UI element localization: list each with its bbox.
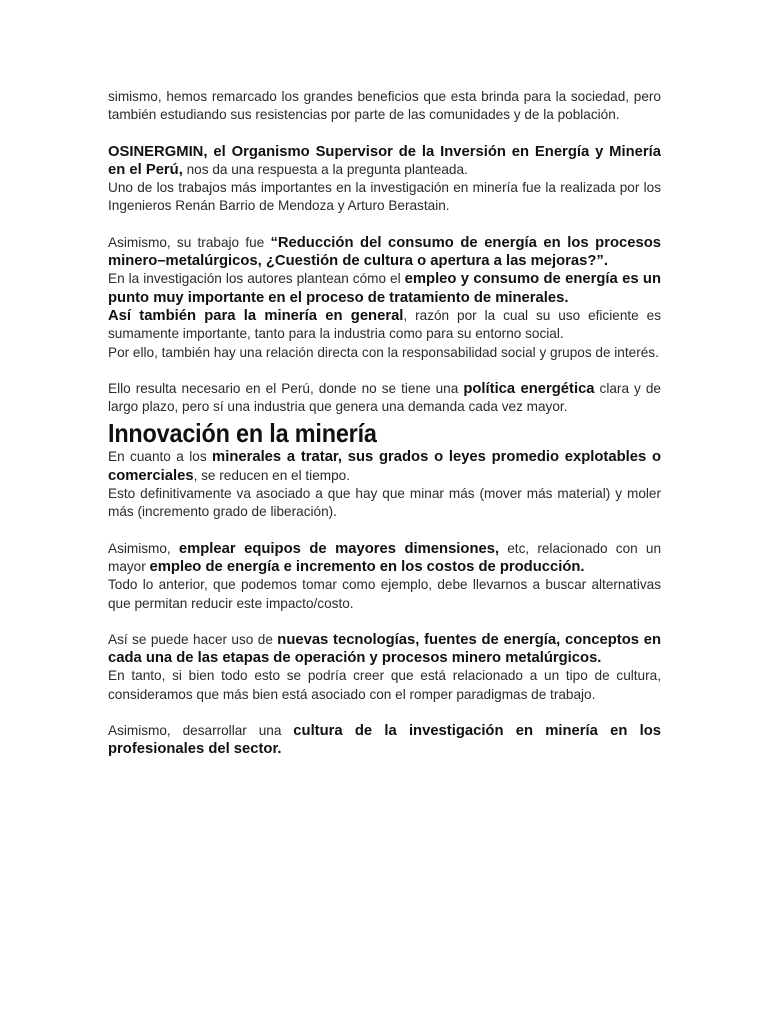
paragraph-equipos: Asimismo, emplear equipos de mayores dimensiones, etc, relacionado con un mayor empleo de energía e incremento en los costos de producción.	[108, 540, 662, 575]
osinergmin-bold-text: OSINERGMIN, el Organismo Supervisor de la Inversión en Energía y Minería en el Perú,	[108, 143, 661, 178]
minerales-bold-text: minerales a tratar, sus grados o leyes promedio explotables o comerciales	[108, 449, 661, 484]
paragraph-por-ello: Por ello, también hay una relación directa con la responsabilidad social y grupos de interés.	[108, 344, 659, 360]
paragraph-trabajo-titulo: Asimismo, su trabajo fue “Reducción del consumo de energía en los procesos minero–metalúrgicos, ¿Cuestión de cultura o apertura a las mejoras?”.	[108, 234, 661, 270]
costos-bold-text: empleo de energía e incremento en los costos de producción.	[149, 558, 585, 575]
paragraph-osinergmin: OSINERGMIN, el Organismo Supervisor de la Inversión en Energía y Minería en el Perú, nos da una respuesta a la pregunta planteada.	[108, 143, 661, 178]
trabajo-titulo-bold-text: “Reducción del consumo de energía en los procesos minero–metalúrgicos, ¿Cuestión de cultura o apertura a las mejoras?”.	[108, 234, 661, 270]
cultura-bold-text: cultura de la investigación en minería en los profesionales del sector.	[108, 723, 661, 758]
paragraph-cultura: Asimismo, desarrollar una cultura de la investigación en minería en los profesionales del sector.	[108, 723, 661, 758]
paragraph-en-cuanto: En cuanto a los minerales a tratar, sus grados o leyes promedio explotables o comerciales, se reducen en el tiempo.	[108, 449, 661, 484]
paragraph-mineria-general: Así también para la minería en general, razón por la cual su uso eficiente es sumamente importante, tanto para la industria como para su entorno social.	[108, 307, 661, 342]
document-page	[108, 88, 661, 759]
paragraph-investigacion: En la investigación los autores plantean cómo el empleo y consumo de energía es un punto muy importante en el proceso de tratamiento de minerales.	[108, 271, 661, 306]
paragraph-en-tanto: En tanto, si bien todo esto se podría creer que está relacionado a un tipo de cultura, consideramos que más bien está asociado con el romper paradigmas de trabajo.	[108, 668, 661, 702]
nuevas-tecnologias-bold-text: nuevas tecnologías, fuentes de energía, conceptos en cada una de las etapas de operación y procesos minero metalúrgicos.	[108, 631, 661, 667]
mineria-general-bold-text: Así también para la minería en general	[108, 307, 404, 324]
politica-energetica-bold-text: política energética	[463, 380, 595, 397]
paragraph-nuevas-tecnologias: Así se puede hacer uso de nuevas tecnologías, fuentes de energía, conceptos en cada una de las etapas de operación y procesos minero metalúrgicos.	[108, 631, 661, 667]
paragraph-todo-lo-anterior: Todo lo anterior, que podemos tomar como ejemplo, debe llevarnos a buscar alternativas que permitan reducir este impacto/costo.	[108, 577, 661, 611]
paragraph-definitivamente: Esto definitivamente va asociado a que hay que minar más (mover más material) y moler más (incremento grado de liberación).	[108, 486, 661, 520]
equipos-bold-text: emplear equipos de mayores dimensiones,	[178, 540, 500, 557]
heading-innovacion: Innovación en la minería	[108, 418, 377, 449]
paragraph-trabajos: Uno de los trabajos más importantes en la investigación en minería fue la realizada por los Ingenieros Renán Barrio de Mendoza y Arturo Berastain.	[108, 180, 661, 214]
investigacion-bold-text: empleo y consumo de energía es un punto muy importante en el proceso de tratamiento de minerales.	[108, 271, 661, 306]
paragraph-ello-resulta: Ello resulta necesario en el Perú, donde no se tiene una política energética clara y de largo plazo, pero sí una industria que genera una demanda cada vez mayor.	[108, 380, 661, 415]
paragraph-intro: simismo, hemos remarcado los grandes beneficios que esta brinda para la sociedad, pero también estudiando sus resistencias por parte de las comunidades y de la población.	[108, 89, 661, 123]
